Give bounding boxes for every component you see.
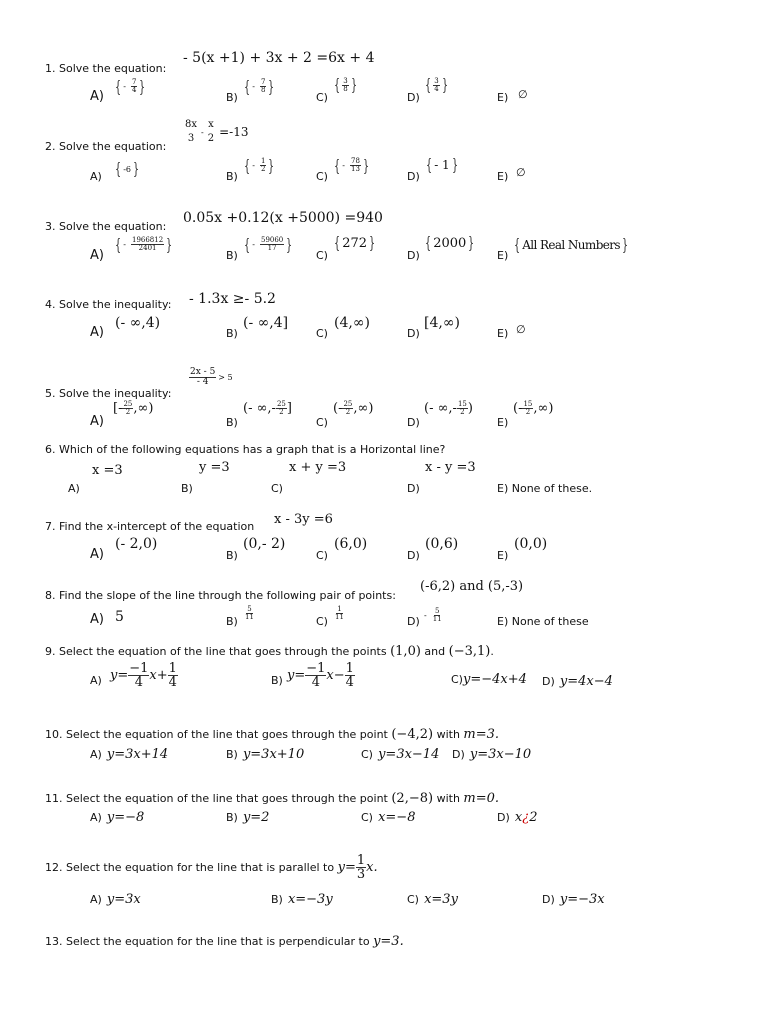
- q1-option-c-label: C): [316, 91, 328, 104]
- q3-option-c: { 272 }: [334, 233, 376, 252]
- q2-option-b: { - $\frac{1}{2}$ }: [244, 155, 275, 175]
- q10-option-c: C) y=3x−14: [361, 747, 440, 762]
- q10-with: with: [436, 728, 460, 741]
- q11-option-a: A) y=−8: [90, 810, 145, 825]
- q8-option-b: $\frac{5}{11}$: [245, 605, 254, 621]
- q1-option-e-label: E): [497, 91, 509, 104]
- q7-prompt: 7. Find the x-intercept of the equation: [45, 520, 255, 533]
- q2-option-b-label: B): [226, 170, 238, 183]
- q8-option-a: 5: [115, 609, 124, 625]
- q9-option-c: C) y=−4x+4: [451, 672, 527, 687]
- q9-point-1: (1,0): [390, 644, 421, 659]
- q11-option-c: C) x=−8: [361, 810, 416, 825]
- q6-equation-d: x - y =3: [425, 460, 476, 475]
- q3-option-b-label: B): [226, 249, 238, 262]
- q7-option-e-label: E): [497, 549, 509, 562]
- q2-option-e-label: E): [497, 170, 509, 183]
- q10-option-b: B) y=3x+10: [226, 747, 305, 762]
- q13-prompt-line: [45, 934, 404, 949]
- q2-prompt: 2. Solve the equation:: [45, 140, 167, 153]
- q6-option-a-label: A): [68, 482, 80, 495]
- q10-option-d: D) y=3x−10: [452, 747, 532, 762]
- q10-slope: m=3.: [463, 727, 500, 742]
- q11-option-b: B) y=2: [226, 810, 270, 825]
- q7-option-b-label: B): [226, 549, 238, 562]
- q9-prompt-line: [45, 644, 494, 659]
- q4-option-a-label: A): [90, 325, 104, 340]
- q8-option-a-label: A): [90, 612, 104, 627]
- q3-option-e: { All Real Numbers }: [514, 235, 629, 254]
- q4-prompt: 4. Solve the inequality:: [45, 298, 172, 311]
- q9-prompt: 9. Select the equation of the line that goes through the points: [45, 645, 387, 658]
- q10-option-a: A) y=3x+14: [90, 747, 169, 762]
- q4-option-c: (4,∞): [334, 315, 370, 331]
- q4-option-a: (- ∞,4): [115, 315, 161, 331]
- q2-option-d: { - 1 }: [426, 155, 458, 174]
- q7-option-d: (0,6): [425, 536, 459, 552]
- q8-option-c: $\frac{1}{11}$: [335, 605, 344, 621]
- q9-option-b-label: B): [271, 674, 283, 687]
- q11-prompt: 11. Select the equation of the line that goes through the point: [45, 792, 388, 805]
- q2-option-c: { - $\frac{78}{13}$ }: [334, 155, 370, 175]
- q6-prompt: 6. Which of the following equations has a graph that is a Horizontal line?: [45, 443, 446, 456]
- q1-equation: - 5(x +1) + 3x + 2 =6x + 4: [183, 50, 375, 66]
- q8-option-b-label: B): [226, 615, 238, 628]
- q2-option-a: { -6 }: [115, 159, 140, 178]
- q9-option-a-label: A): [90, 674, 102, 687]
- q5-option-a: [- $\frac{25}{2}$ ,∞): [113, 400, 154, 416]
- q11-point: (2,−8): [391, 791, 434, 806]
- q1-option-b-label: B): [226, 91, 238, 104]
- q5-prompt: 5. Solve the inequality:: [45, 387, 172, 400]
- q3-equation: 0.05x +0.12(x +5000) =940: [183, 210, 383, 226]
- q1-option-b: { - $\frac{7}{8}$ }: [244, 76, 275, 96]
- q9-period: .: [490, 645, 494, 658]
- q12-prompt-line: 12. Select the equation for the line that is parallel to y= $\frac{1}{3}$ x.: [45, 853, 378, 882]
- q8-prompt: 8. Find the slope of the line through the following pair of points:: [45, 589, 396, 602]
- q7-option-b: (0,- 2): [243, 536, 286, 552]
- q1-prompt: 1. Solve the equation:: [45, 62, 167, 75]
- q1-option-a-label: A): [90, 89, 104, 104]
- q7-option-a: (- 2,0): [115, 536, 158, 552]
- q12-option-b: B) x=−3y: [271, 892, 333, 907]
- q5-option-e-label: E): [497, 416, 509, 429]
- q1-option-d: { $\frac{3}{4}$ }: [425, 75, 448, 94]
- q6-option-d-label: D): [407, 482, 420, 495]
- q8-points: (-6,2) and (5,-3): [420, 579, 524, 594]
- q12-option-c: C) x=3y: [407, 892, 458, 907]
- q3-option-d: { 2000 }: [425, 233, 475, 252]
- q7-equation: x - 3y =6: [274, 512, 333, 527]
- q3-option-b: { - $\frac{59060}{17}$ }: [244, 234, 293, 254]
- q5-inequality: $\frac{2x - 5}{- 4}$ > 5: [190, 367, 233, 387]
- q9-option-d: D) y=4x−4: [542, 674, 613, 689]
- q4-option-e-empty-set: ∅: [516, 323, 526, 336]
- q5-option-d: (- ∞,- $\frac{15}{2}$ ): [424, 400, 473, 416]
- q1-option-c: { $\frac{3}{8}$ }: [334, 75, 357, 94]
- q1-option-a: { - $\frac{7}{4}$ }: [115, 76, 146, 96]
- q5-option-a-label: A): [90, 414, 104, 429]
- q3-prompt: 3. Solve the equation:: [45, 220, 167, 233]
- q5-option-c: (- $\frac{25}{2}$ ,∞): [333, 400, 374, 416]
- q4-option-d: [4,∞): [424, 315, 460, 331]
- q11-with: with: [436, 792, 460, 805]
- q1-option-e-empty-set: ∅: [518, 88, 528, 101]
- q11-slope: m=0.: [463, 791, 500, 806]
- q6-option-b-label: B): [181, 482, 193, 495]
- q6-option-e-label: E) None of these.: [497, 482, 593, 495]
- q12-prompt: 12. Select the equation for the line that is parallel to: [45, 861, 335, 874]
- q5-option-b: (- ∞,- $\frac{25}{2}$ ]: [243, 400, 292, 416]
- q2-option-a-label: A): [90, 170, 102, 183]
- q13-prompt: 13. Select the equation for the line that is perpendicular to: [45, 935, 370, 948]
- q4-option-b-label: B): [226, 327, 238, 340]
- q9-and: and: [424, 645, 446, 658]
- q2-option-e-empty-set: ∅: [516, 166, 526, 179]
- q7-option-d-label: D): [407, 549, 420, 562]
- q8-option-d: - $\frac{5}{11}$: [424, 607, 442, 623]
- q5-option-e: (- $\frac{15}{2}$ ,∞): [513, 400, 554, 416]
- q2-option-c-label: C): [316, 170, 328, 183]
- q10-prompt: 10. Select the equation of the line that goes through the point: [45, 728, 388, 741]
- q4-option-e-label: E): [497, 327, 509, 340]
- q5-option-d-label: D): [407, 416, 420, 429]
- q7-option-c: (6,0): [334, 536, 368, 552]
- q1-option-d-label: D): [407, 91, 420, 104]
- q5-option-c-label: C): [316, 416, 328, 429]
- q12-option-d: D) y=−3x: [542, 892, 605, 907]
- q3-option-d-label: D): [407, 249, 420, 262]
- q5-option-b-label: B): [226, 416, 238, 429]
- q2-option-d-label: D): [407, 170, 420, 183]
- q3-option-e-label: E): [497, 249, 509, 262]
- q10-prompt-line: [45, 727, 499, 742]
- q3-option-a: { - $\frac{1966812}{2401}$ }: [115, 234, 173, 254]
- q11-option-d: D) x ¿ 2: [497, 810, 538, 825]
- q8-option-d-label: D): [407, 615, 420, 628]
- q10-point: (−4,2): [391, 727, 434, 742]
- q8-option-e-label: E) None of these: [497, 615, 589, 628]
- q6-option-c-label: C): [271, 482, 283, 495]
- q4-option-c-label: C): [316, 327, 328, 340]
- q8-option-c-label: C): [316, 615, 328, 628]
- q7-option-a-label: A): [90, 547, 104, 562]
- q12-option-a: A) y=3x: [90, 892, 141, 907]
- q4-option-d-label: D): [407, 327, 420, 340]
- q6-equation-c: x + y =3: [289, 460, 347, 475]
- q9-option-b: y= $\frac{-1}{4}$ x− $\frac{1}{4}$: [287, 661, 354, 690]
- q4-inequality: - 1.3x ≥- 5.2: [189, 291, 276, 307]
- q7-option-e: (0,0): [514, 536, 548, 552]
- q7-option-c-label: C): [316, 549, 328, 562]
- q2-equation: 8x 3 - x 2 =-13: [185, 119, 249, 144]
- q9-option-a: y= $\frac{-1}{4}$ x+ $\frac{1}{4}$: [110, 661, 177, 690]
- q9-point-2: (−3,1): [448, 644, 491, 659]
- q6-equation-b: y =3: [199, 460, 230, 475]
- q6-equation-a: x =3: [92, 463, 123, 478]
- q11-prompt-line: [45, 791, 499, 806]
- q3-option-c-label: C): [316, 249, 328, 262]
- q3-option-a-label: A): [90, 248, 104, 263]
- q13-equation: y=3.: [373, 934, 404, 949]
- q4-option-b: (- ∞,4]: [243, 315, 289, 331]
